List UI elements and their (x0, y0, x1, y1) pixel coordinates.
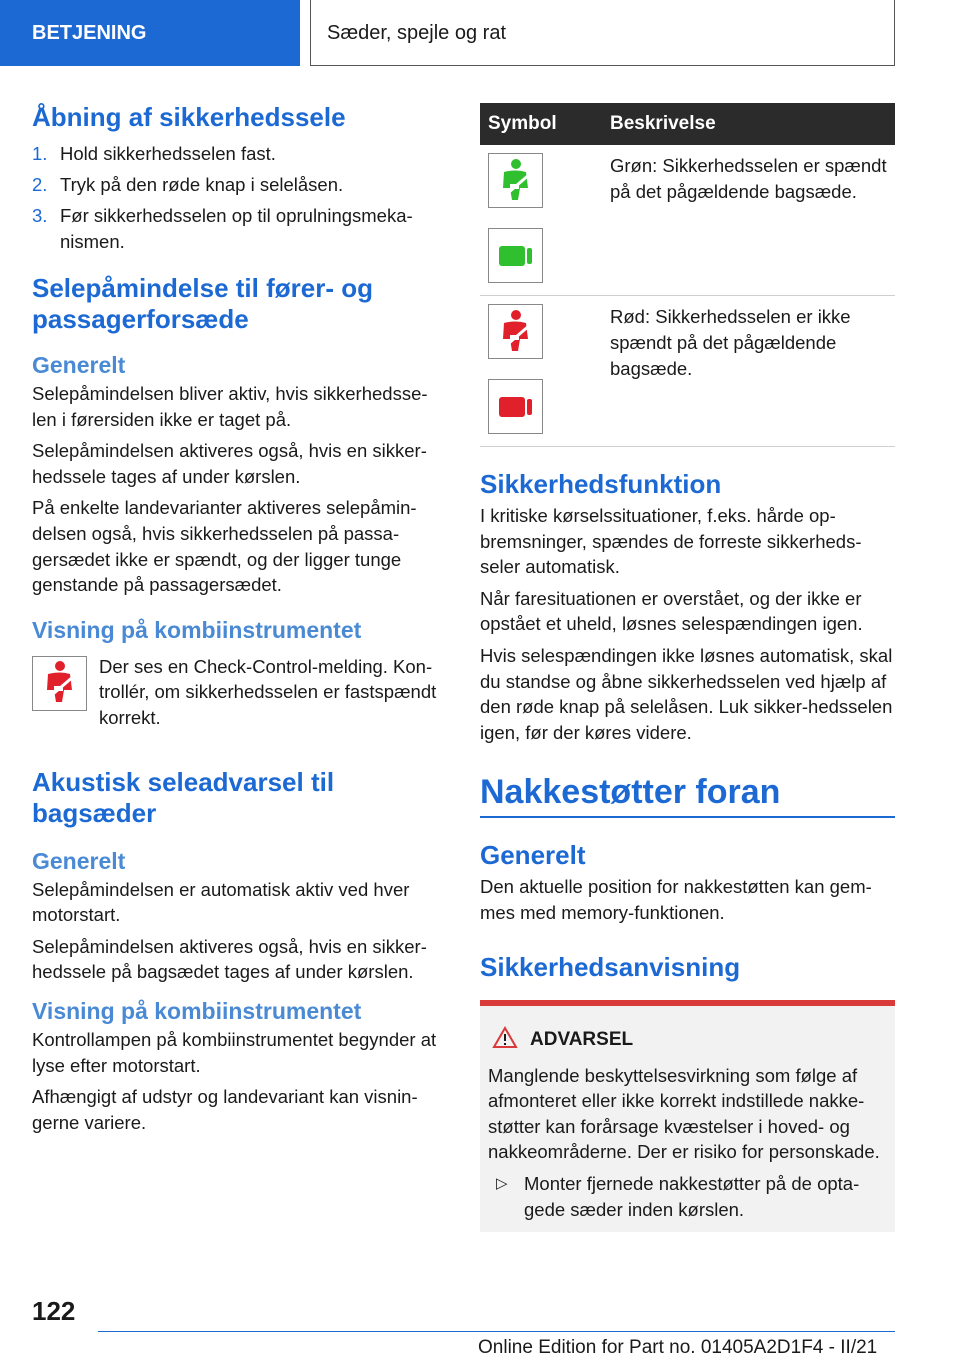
seatbelt-green-icon (488, 153, 543, 208)
left-column (32, 98, 447, 1135)
heading-generelt: Generelt (32, 847, 126, 874)
section-label: BETJENING (0, 0, 300, 66)
table-header-desc: Beskrivelse (602, 103, 895, 145)
heading-generelt: Generelt (32, 352, 126, 378)
heading-generelt: Generelt (480, 840, 586, 871)
step-text: Hold sikkerhedsselen fast. (60, 143, 276, 164)
heading-sikkerhedsfunktion: Sikkerhedsfunktion (480, 469, 722, 499)
paragraph: Når faresituationen er overstået, og der ikke er opstået et uheld, løsnes selespændingen igen. (480, 587, 863, 635)
edition-note: Online Edition for Part no. 01405A2D1F4 - II/21 (478, 1337, 878, 1358)
indicator-text: Der ses en Check-Control-melding. Kon-trollér, om sikkerhedsselen er fastspændt korrekt. (99, 655, 437, 728)
paragraph: Afhængigt af udstyr og landevariant kan visnin-gerne variere. (32, 1086, 418, 1133)
heading-visning: Visning på kombiinstrumentet (32, 997, 362, 1024)
step-number: 3. (32, 205, 48, 226)
warning-box (480, 1000, 895, 1233)
paragraph: Selepåmindelsen aktiveres også, hvis en sikker-hedssele tages af under kørslen. (32, 440, 427, 487)
paragraph: Hvis selespændingen ikke løsnes automatisk, skal du standse og åbne sikkerhedsselen ved hjælp af den røde knap på selelåsen. Luk sikker-hedsselen igen, før der køres videre. (480, 644, 893, 743)
table-cell: Rød: Sikkerhedsselen er ikke spændt på det pågældende bagsæde. (602, 296, 895, 447)
paragraph: Selepåmindelsen er automatisk aktiv ved hver motorstart. (32, 878, 410, 926)
triangle-bullet-icon: ▷ (496, 1174, 508, 1192)
warning-action-text: Monter fjernede nakkestøtter på de opta-gede sæder inden kørslen. (524, 1172, 860, 1220)
page-number: 122 (32, 1296, 76, 1326)
right-column (480, 103, 895, 1232)
seatbelt-red-icon (488, 304, 543, 359)
step-number: 2. (32, 174, 48, 195)
seatbelt-warning-icon (32, 656, 87, 711)
indicator-row (32, 654, 447, 731)
table-cell: Grøn: Sikkerhedsselen er spændt på det pågældende bagsæde. (602, 145, 895, 296)
paragraph: Kontrollampen på kombiinstrumentet begynder at lyse efter motorstart. (32, 1028, 437, 1076)
step-text: Tryk på den røde knap i selelåsen. (60, 174, 344, 195)
paragraph: Selepåmindelsen bliver aktiv, hvis sikkerhedsse-len i førersiden ikke er taget på. (32, 383, 428, 430)
step-number: 1. (32, 143, 48, 164)
heading-sikkerhedsanvisning: Sikkerhedsanvisning (480, 951, 741, 982)
paragraph: Selepåmindelsen aktiveres også, hvis en sikker-hedssele på bagsædet tages af under kørslen. (32, 935, 427, 983)
warning-action (488, 1171, 887, 1222)
chapter-title: Sæder, spejle og rat (310, 0, 895, 66)
step-text: Før sikkerhedsselen op til oprulningsmeka-nismen. (60, 205, 413, 252)
footer-divider (98, 1331, 895, 1332)
steps-list (32, 141, 447, 255)
heading-reminder: Selepåmindelse til fører- og passagerforsæde (32, 273, 373, 334)
table-header-symbol: Symbol (480, 103, 602, 145)
heading-nakkestotter: Nakkestøtter foran (480, 771, 895, 818)
page-header (0, 0, 960, 66)
list-item (32, 172, 447, 198)
list-item (32, 141, 447, 167)
warning-text: Manglende beskyttelsesvirkning som følge af afmonteret eller ikke korrekt indstillede nakke-støtter kan forårsage kvæstelser i hoved- og nakkeområderne. Der er risiko for personskade. (488, 1064, 880, 1163)
paragraph: Den aktuelle position for nakkestøtten kan gem-mes med memory-funktionen. (480, 876, 872, 923)
rear-seat-green-indicator-icon (488, 228, 543, 283)
warning-triangle-icon (492, 1026, 520, 1055)
paragraph: I kritiske kørselssituationer, f.eks. hårde op-bremsninger, spændes de forreste sikkerheds-seler automatisk. (480, 505, 862, 578)
table-row (480, 296, 895, 447)
heading-visning: Visning på kombiinstrumentet (32, 616, 362, 643)
table-row (480, 145, 895, 296)
paragraph: På enkelte landevarianter aktiveres selepåmin-delsen også, hvis sikkerhedsselen på passa-gersædet ikke er spændt, og der ligger tunge genstande på passagersædet. (32, 497, 417, 596)
warning-title: ADVARSEL (530, 1029, 634, 1051)
heading-akustisk: Akustisk seleadvarsel til bagsæder (32, 766, 335, 828)
rear-seat-red-indicator-icon (488, 379, 543, 434)
heading-opening: Åbning af sikkerhedssele (32, 102, 346, 132)
list-item (32, 203, 447, 255)
symbol-table (480, 103, 895, 447)
warning-header (488, 1026, 887, 1055)
